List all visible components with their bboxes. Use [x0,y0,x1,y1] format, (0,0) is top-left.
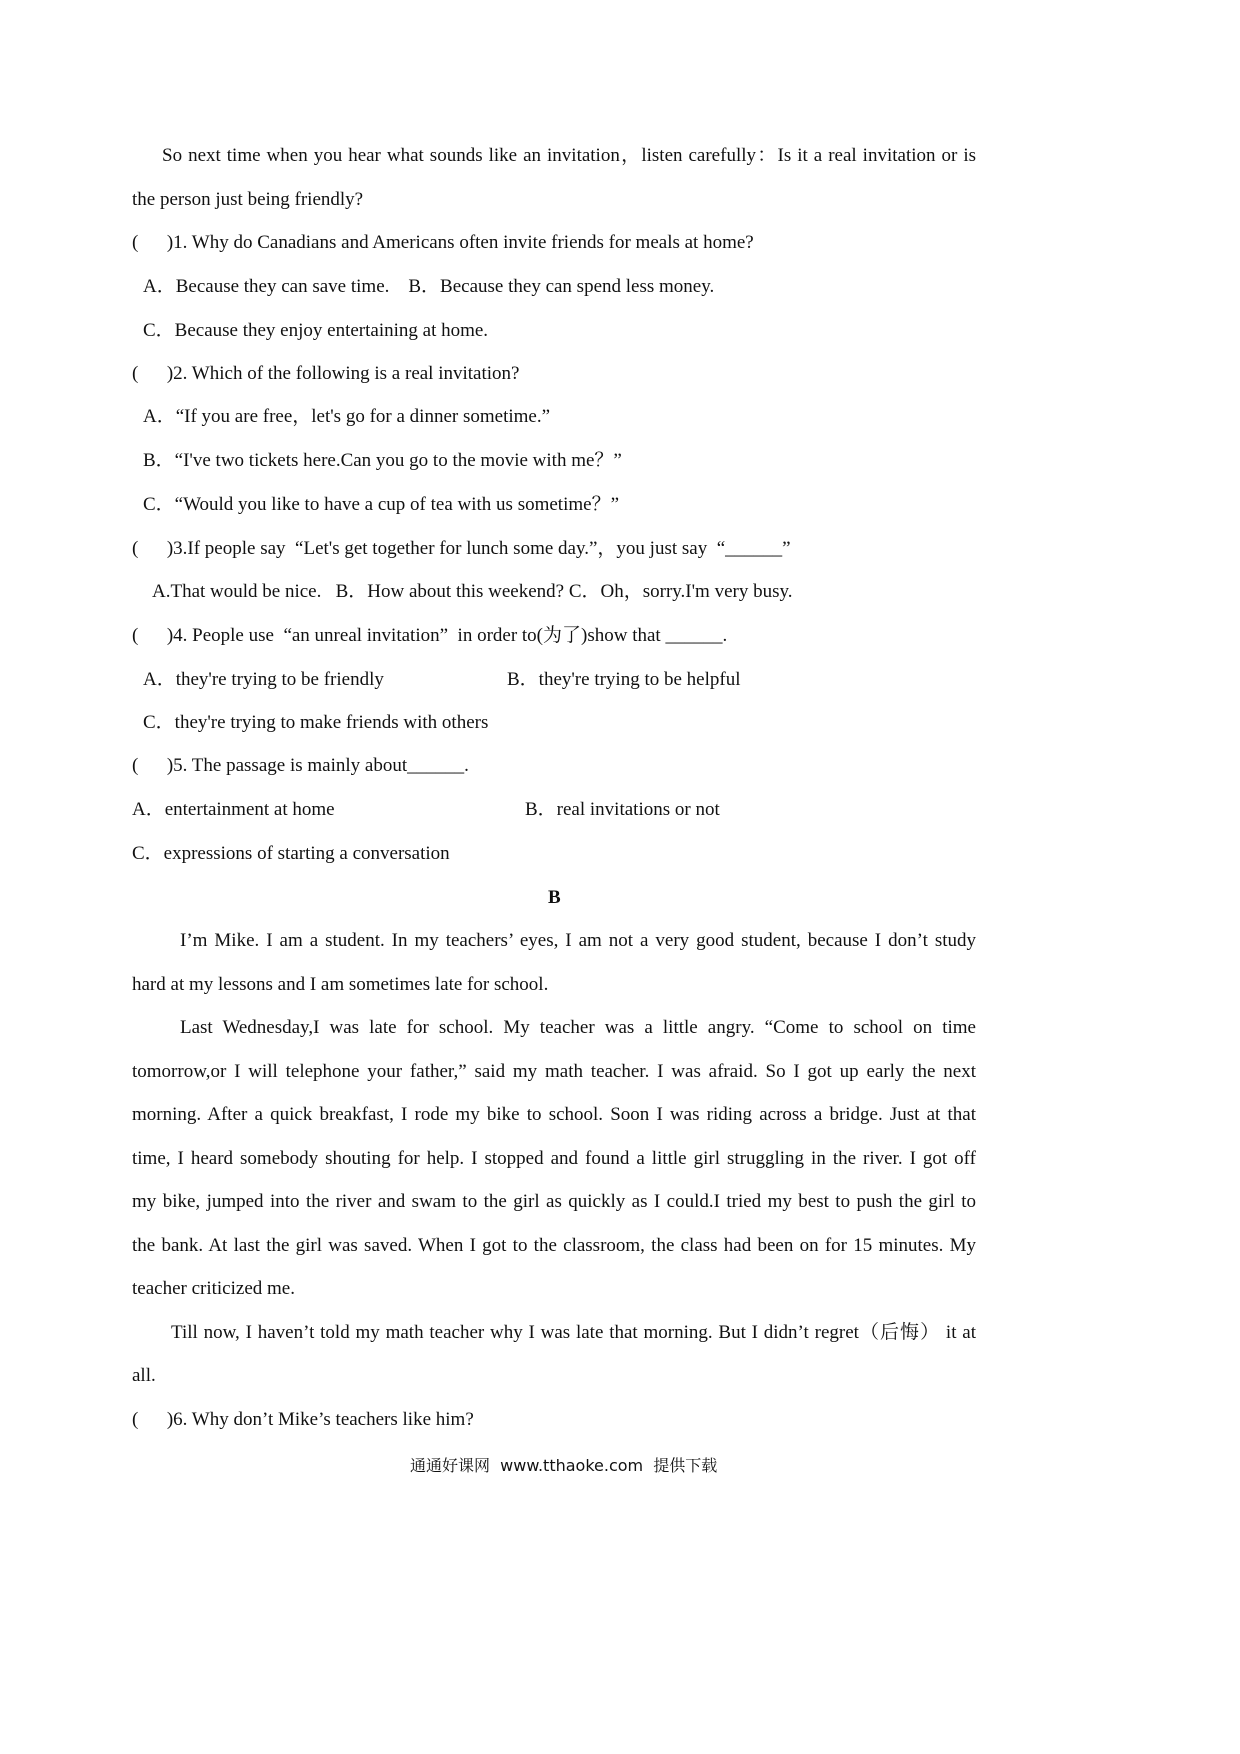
question-1-option: C．Because they enjoy entertaining at home. [143,320,489,341]
question-2-stem: ( )2. Which of the following is a real invitation? [132,363,520,384]
page-footer: 通通好课网 www.tthaoke.com 提供下载 [410,1456,718,1475]
paragraph-2-line: the bank. At last the girl was saved. When I got to the classroom, the class had been on for 15 minutes. My [132,1235,976,1256]
question-1-option: A．Because they can save time. B．Because they can spend less money. [143,276,715,297]
paragraph-3-line: Till now, I haven’t told my math teacher why I was late that morning. But I didn’t regret（后悔） it at [171,1322,976,1343]
question-4-option: B．they're trying to be helpful [507,669,741,690]
question-4-stem: ( )4. People use “an unreal invitation” in order to(为了)show that ______. [132,625,728,646]
paragraph-1-line: I’m Mike. I am a student. In my teachers’ eyes, I am not a very good student, because I don’t study [180,930,976,951]
section-b-heading: B [548,887,561,908]
question-1-stem: ( )1. Why do Canadians and Americans often invite friends for meals at home? [132,232,754,253]
paragraph-2-line: Last Wednesday,I was late for school. My teacher was a little angry. “Come to school on time [180,1017,976,1038]
question-2-option: C．“Would you like to have a cup of tea with us sometime？” [143,494,620,515]
question-5-stem: ( )5. The passage is mainly about______. [132,755,469,776]
paragraph-1-line: hard at my lessons and I am sometimes late for school. [132,974,549,995]
question-6-stem: ( )6. Why don’t Mike’s teachers like him? [132,1409,474,1430]
paragraph-2-line: time, I heard somebody shouting for help. I stopped and found a little girl struggling in the river. I got off [132,1148,976,1169]
question-2-option: B．“I've two tickets here.Can you go to the movie with me？” [143,450,622,471]
question-5-option: B．real invitations or not [525,799,720,820]
question-3-stem: ( )3.If people say “Let's get together for lunch some day.”，you just say “______” [132,538,791,559]
passage-a-line: the person just being friendly? [132,189,364,210]
question-5-option: C．expressions of starting a conversation [132,843,450,864]
question-4-option: A．they're trying to be friendly [143,669,384,690]
paragraph-2-line: morning. After a quick breakfast, I rode my bike to school. Soon I was riding across a bridge. Just at that [132,1104,976,1125]
paragraph-2-line: tomorrow,or I will telephone your father,” said my math teacher. I was afraid. So I got up early the next [132,1061,976,1082]
paragraph-2-line: my bike, jumped into the river and swam to the girl as quickly as I could.I tried my best to push the girl to [132,1191,976,1212]
question-5-option: A．entertainment at home [132,799,335,820]
question-2-option: A．“If you are free，let's go for a dinner sometime.” [143,406,551,427]
paragraph-3-line: all. [132,1365,156,1386]
passage-a-line: So next time when you hear what sounds like an invitation，listen carefully：Is it a real invitation or is [162,145,976,166]
paragraph-2-line: teacher criticized me. [132,1278,295,1299]
question-4-option: C．they're trying to make friends with others [143,712,489,733]
question-3-option: A.That would be nice. B．How about this weekend? C．Oh，sorry.I'm very busy. [152,581,793,602]
